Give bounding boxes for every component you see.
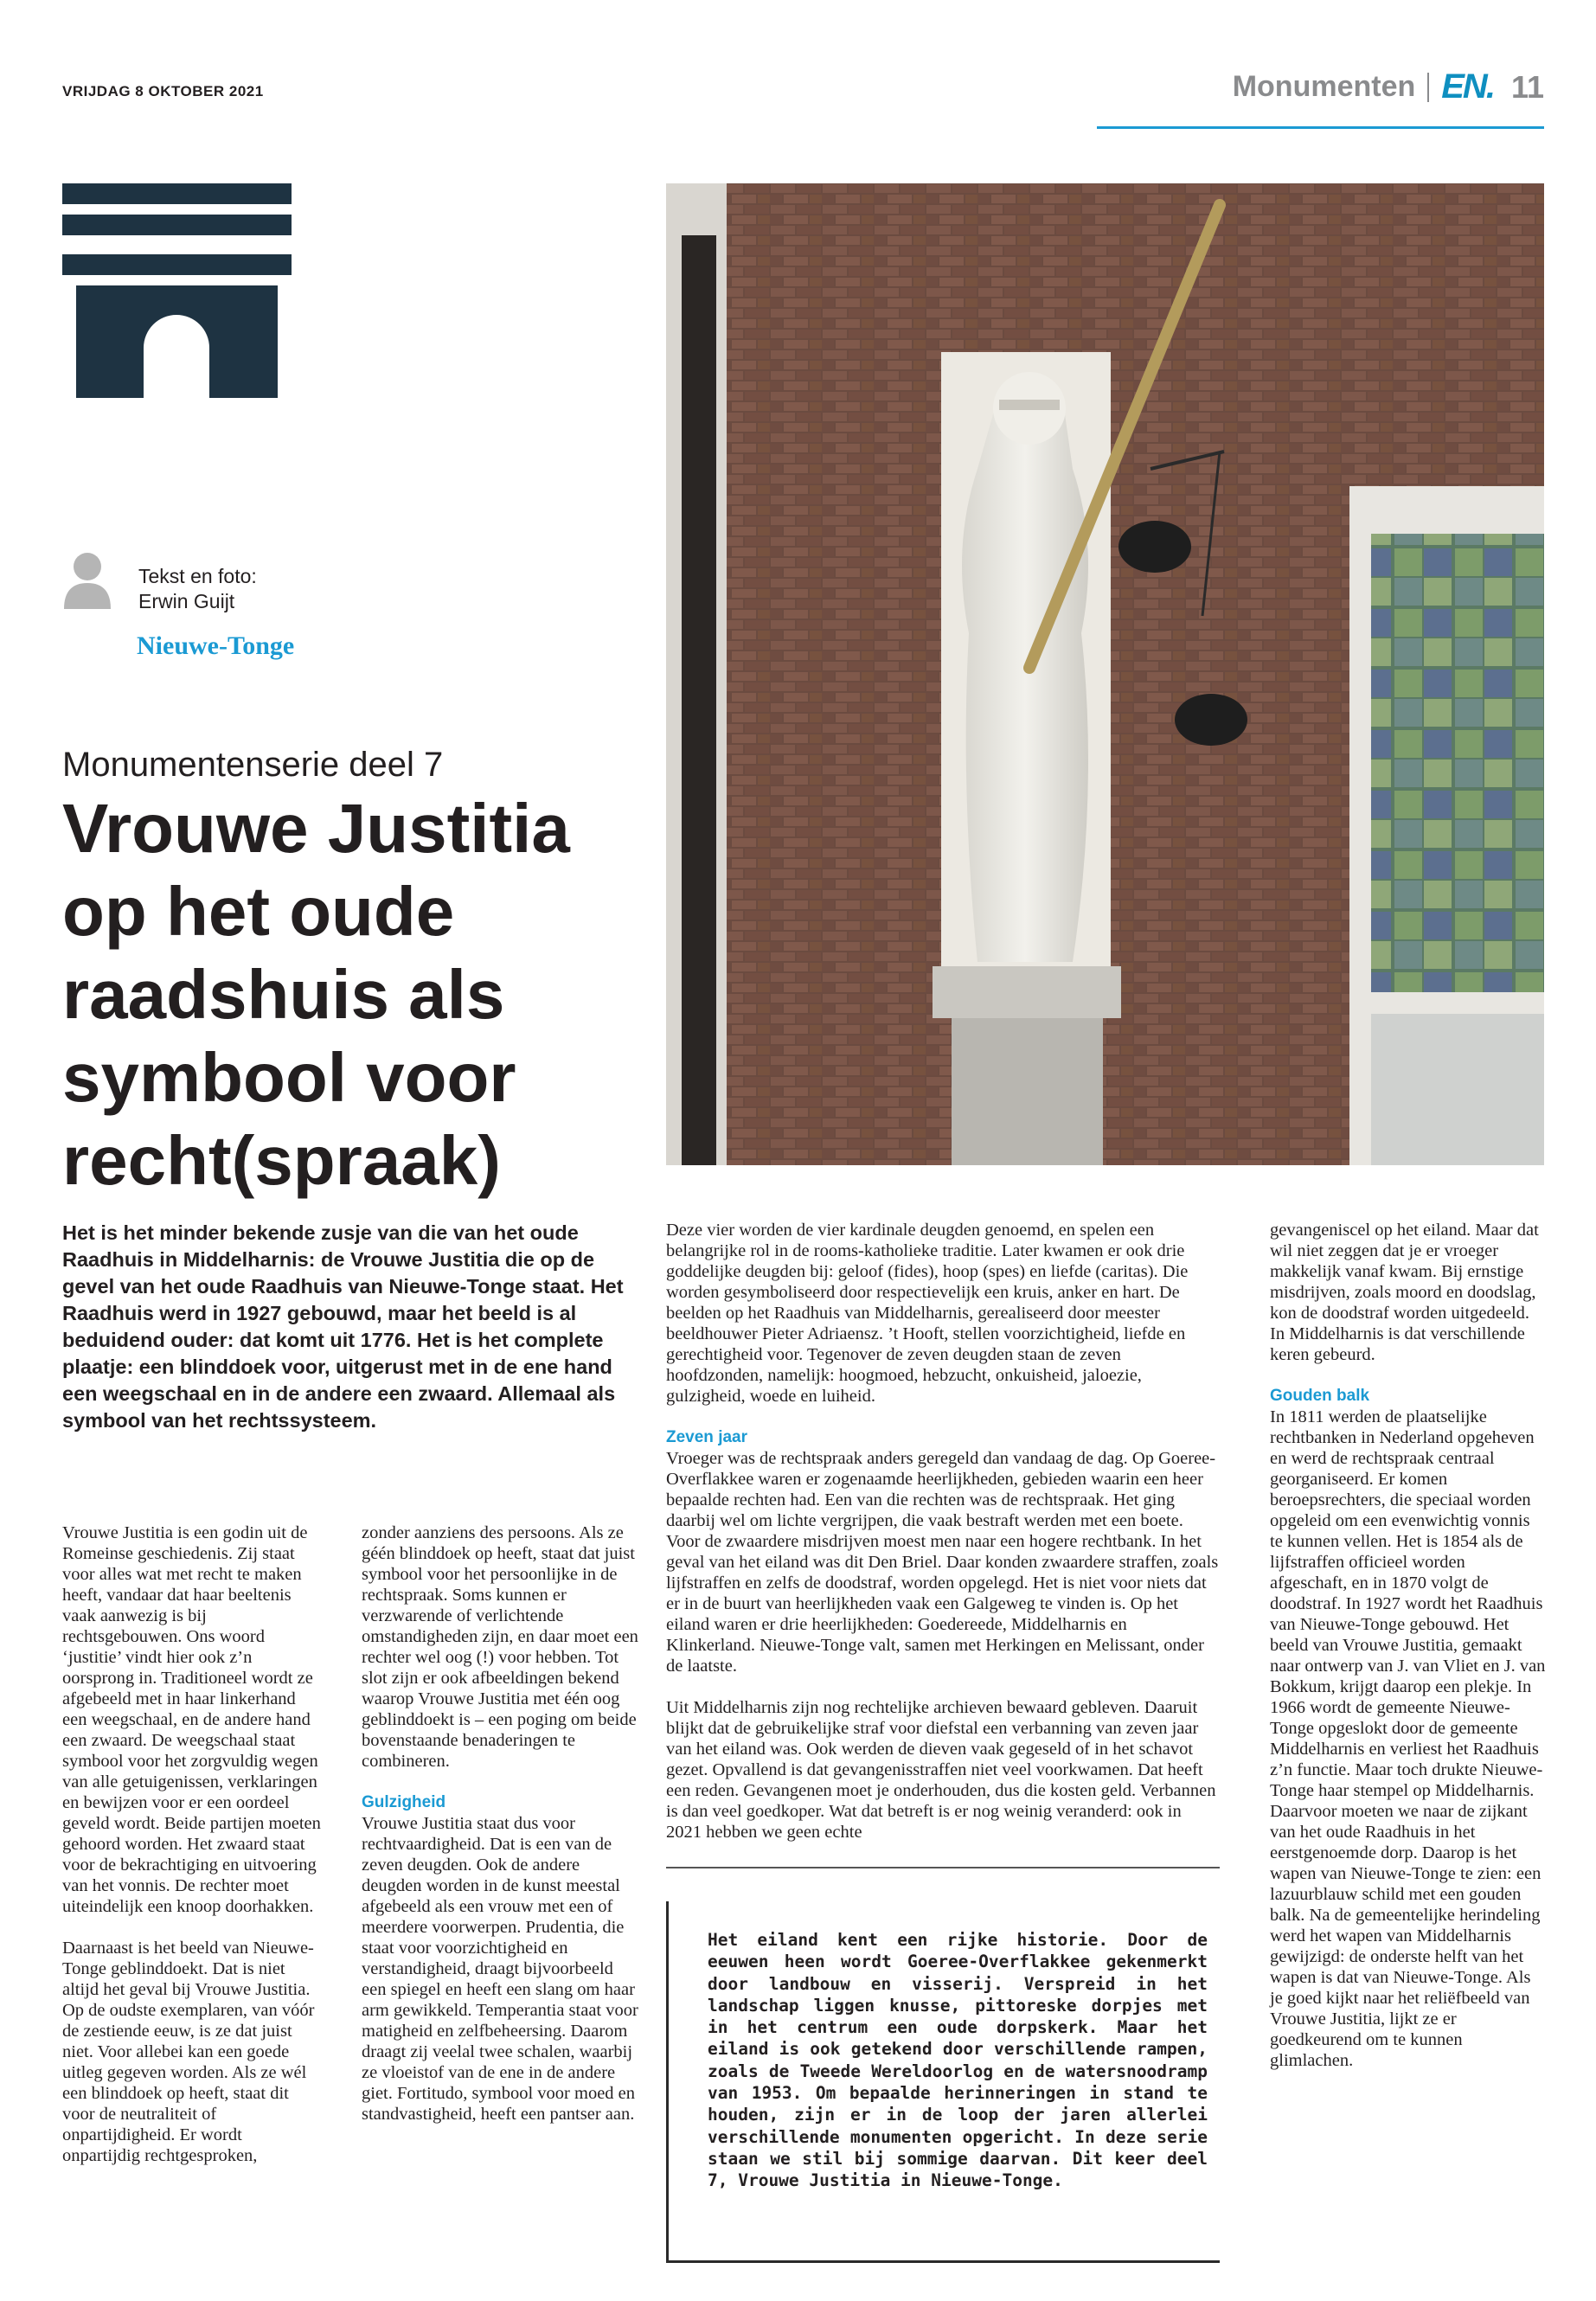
newspaper-logo: EN. <box>1441 67 1494 106</box>
body-paragraph: Vrouwe Justitia is een godin uit de Romeinse geschiedenis. Zij staat voor alles wat met recht te maken heeft, vandaar dat haar beeltenis vaak aanwezig is bij rechtsgebouwen. Ons woord ‘justitie’ vindt hier ook z’n oorsprong in. Traditioneel wordt ze afgebeeld met in haar linkerhand een weegschaal, en de andere hand een zwaard. De weegschaal staat symbool voor het zorgvuldig wegen van alle getuigenissen, verklaringen en bewijzen voor er een oordeel geveld wordt. Beide partijen moeten gehoord worden. Het zwaard staat voor de bekrachtiging en uitvoering van het vonnis. De rechter moet uiteindelijk een knoop doorhakken. <box>62 1523 321 1916</box>
article-headline: Vrouwe Justitia op het oude raadshuis als symbool voor recht(spraak) <box>62 790 570 1199</box>
author-credit-line1: Tekst en foto: <box>138 565 257 587</box>
header-rule <box>1097 126 1544 129</box>
person-icon <box>62 550 112 609</box>
header-divider <box>1427 73 1429 102</box>
subheading: Gulzigheid <box>362 1793 446 1811</box>
body-paragraph: Vroeger was de rechtspraak anders geregeld dan vandaag de dag. Op Goeree-Overflakkee waren er zogenaamde heerlijkheden, gebieden waarin een heer bepaalde rechten had. Een van die rechten was de rechtspraak. Het ging daarbij wel om lichte vergrijpen, die vaak bestraft werden met een boete. Voor de zwaardere misdrijven moest men naar een hogere rechtbank. In het geval van het eiland was dit Den Briel. Daar konden zwaardere straffen, zoals lijfstraffen en zelfs de doodstraf, worden opgelegd. Het is niet voor niets dat er in de buurt van heerlijkheden vaak een Galgeweg te vinden is. Op het eiland waren er drie heerlijkheden: Goedereede, Middelharnis en Klinkerland. Nieuwe-Tonge valt, samen met Herkingen en Melissant, onder de laatste. <box>666 1449 1219 1676</box>
page-number: 11 <box>1510 68 1544 105</box>
body-paragraph: Deze vier worden de vier kardinale deugden genoemd, en spelen een belangrijke rol in de rooms-katholieke traditie. Later kwamen er ook drie goddelijke deugden bij: geloof (fides), hoop (spes) en liefde (caritas). Die worden gesymboliseerd door respectievelijk een kruis, anker en hart. De beelden op het Raadhuis van Middelharnis, gerealiseerd door meester beeldhouwer Pieter Adriaensz. ’t Hooft, stellen voorzichtigheid, liefde en gerechtigheid voor. Tegenover de zeven deugden staan de zeven hoofdzonden, namelijk: hoogmoed, hebzucht, onkuisheid, jaloezie, gulzigheid, woede en luiheid. <box>666 1221 1189 1406</box>
series-title: Monumentenserie deel 7 <box>62 746 444 784</box>
author-credit <box>138 564 257 614</box>
body-column-3 <box>666 1220 1220 1843</box>
issue-date: VRIJDAG 8 OKTOBER 2021 <box>62 83 264 99</box>
body-column-4 <box>1270 1220 1547 2071</box>
section-label: Monumenten <box>1232 70 1416 103</box>
article-intro: Het is het minder bekende zusje van die van het oude Raadhuis in Middelharnis: de Vrouwe Justitia die op de gevel van het oude Raadhuis van Nieuwe-Tonge staat. Het Raadhuis werd in 1927 gebouwd, maar het beeld is al beduidend ouder: dat komt uit 1776. Het is het complete plaatje: een blinddoek voor, uitgerust met in de ene hand een weegschaal en in de andere een zwaard. Allemaal als symbool van het rechtssysteem. <box>62 1221 624 1432</box>
dateline-place: Nieuwe-Tonge <box>137 631 295 660</box>
body-paragraph: gevangeniscel op het eiland. Maar dat wil niet zeggen dat je er vroeger makkelijk vanaf kwam. Bij ernstige misdrijven, zoals moord en doodslag, kon de doodstraf worden uitgedeeld. In Middelharnis is dat verschillende keren gebeurd. <box>1270 1221 1539 1364</box>
series-boxout-text: Het eiland kent een rijke historie. Door de eeuwen heen wordt Goeree-Overflakkee gekenmerkt door landbouw en visserij. Verspreid in het landschap liggen knusse, pittoreske dorpjes met in het centrum een oude dorpskerk. Maar het eiland is ook getekend door verschillende rampen, zoals de Tweede Wereldoorlog en de watersnoodramp van 1953. Om bepaalde herinneringen in stand te houden, zijn er in de loop der jaren allerlei verschillende monumenten opgericht. In deze serie staan we stil bij sommige daarvan. Dit keer deel 7, Vrouwe Justitia in Nieuwe-Tonge. <box>708 1930 1208 2191</box>
body-column-1 <box>62 1522 322 2166</box>
body-paragraph: Uit Middelharnis zijn nog rechtelijke archieven bewaard gebleven. Daaruit blijkt dat de gebruikelijke straf voor diefstal een verbanning van zeven jaar van het eiland was. Ook werden de dieven vaak gegeseld of in het schavot gezet. Opvallend is dat gevangenisstraffen niet veel voorkwamen. Dat heeft een reden. Gevangenen moet je onderhouden, dus die kosten geld. Verbannen is dan veel goedkoper. Wat dat betreft is er nog weinig veranderd: ook in 2021 hebben we geen echte <box>666 1698 1216 1842</box>
body-paragraph: Vrouwe Justitia staat dus voor rechtvaardigheid. Dat is een van de zeven deugden. Ook de andere deugden worden in de kunst meestal afgebeeld als een vrouw met een of meerdere voorwerpen. Prudentia, die staat voor voorzichtigheid en verstandigheid, draagt bijvoorbeeld een spiegel en heeft een slang om haar arm gewikkeld. Temperantia staat voor matigheid en zelfbeheersing. Daarom draagt zij veelal twee schalen, waarbij ze vloeistof van de ene in de andere giet. Fortitudo, symbool voor moed en standvastigheid, heeft een pantser aan. <box>362 1814 638 2124</box>
subheading: Gouden balk <box>1270 1387 1370 1405</box>
body-paragraph: Daarnaast is het beeld van Nieuwe-Tonge geblinddoekt. Dat is niet altijd het geval bij Vrouwe Justitia. Op de oudste exemplaren, van vóór de zestiende eeuw, is ze dat juist niet. Voor allebei kan een goede uitleg gegeven worden. Als ze wél een blinddoek op heeft, staat dit voor de neutraliteit of onpartijdigheid. Er wordt onpartijdig rechtgesproken, <box>62 1939 315 2165</box>
page-header <box>1233 67 1544 106</box>
vrouwe-justitia-photo <box>666 183 1544 1165</box>
author-name: Erwin Guijt <box>138 590 235 612</box>
monument-arch-icon <box>62 183 292 398</box>
body-paragraph: In 1811 werden de plaatselijke rechtbanken in Nederland opgeheven en werd de rechtspraak centraal georganiseerd. Er komen beroepsrechters, die speciaal worden opgeleid om een evenwichtig vonnis te kunnen vellen. Het is 1854 als de lijfstraffen officieel worden afgeschaft, en in 1870 volgt de doodstraf. In 1927 wordt het Raadhuis van Nieuwe-Tonge gebouwd. Het beeld van Vrouwe Justitia, gemaakt naar ontwerp van J. van Vliet en J. van Bokkum, krijgt daarop een plekje. In 1966 wordt de gemeente Nieuwe-Tonge opgeslokt door de gemeente Middelharnis en verliest het Raadhuis z’n functie. Maar toch drukte Nieuwe-Tonge haar stempel op Middelharnis. Daarvoor moeten we naar de zijkant van het oude Raadhuis in het eerstgenoemde dorp. Daarop is het wapen van Nieuwe-Tonge te zien: een lazuurblauw schild met een gouden balk. Na de gemeentelijke herindeling werd het wapen van Middelharnis gewijzigd: de onderste helft van het wapen is dat van Nieuwe-Tonge. Als je goed kijkt naar het reliëfbeeld van Vrouwe Justitia, lijkt ze er goedkeurend om te kunnen glimlachen. <box>1270 1407 1546 2070</box>
subheading: Zeven jaar <box>666 1428 747 1446</box>
body-column-2 <box>362 1522 638 2125</box>
body-paragraph: zonder aanziens des persoons. Als ze géén blinddoek op heeft, staat dat juist symbool voor het persoonlijke in de rechtspraak. Soms kunnen er verzwarende of verlichtende omstandigheden zijn, en daar moet een rechter wel oog (!) voor hebben. Tot slot zijn er ook afbeeldingen bekend waarop Vrouwe Justitia met één oog geblinddoekt is – een poging om beide bovenstaande benaderingen te combineren. <box>362 1523 638 1771</box>
article-photo <box>666 183 1544 1165</box>
column-divider <box>666 1867 1220 1868</box>
